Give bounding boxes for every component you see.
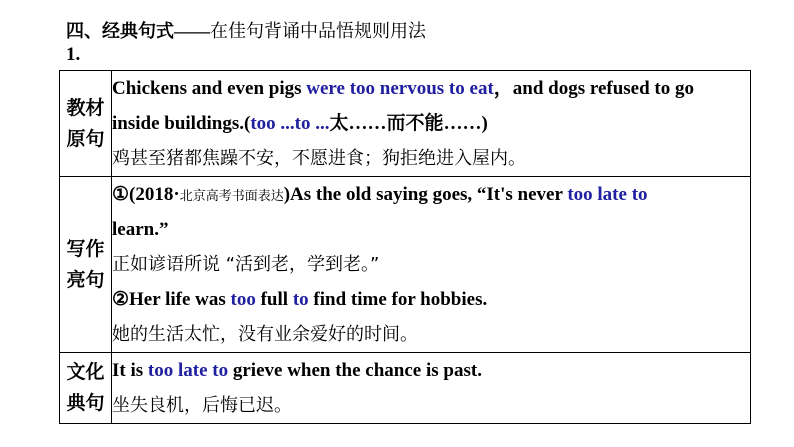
table-row-textbook xyxy=(60,71,751,177)
sentence-text: Chickens and even pigs xyxy=(112,78,307,99)
sentence-line: learn.” xyxy=(112,219,169,240)
sentence-text: ，and dogs refused to go xyxy=(493,78,695,99)
sentence-text: find time for hobbies. xyxy=(308,289,488,310)
row-label-line: 原句 xyxy=(66,127,105,150)
sentence-line xyxy=(112,282,750,317)
highlight-phrase: too ...to ... xyxy=(250,113,330,134)
sentence-text: ②Her life was xyxy=(112,289,231,310)
sentence-text: It is xyxy=(112,360,148,381)
section-heading-main: 四、经典句式 xyxy=(66,21,174,42)
row-label-culture xyxy=(60,353,112,424)
highlight-phrase: were too nervous to eat xyxy=(306,78,494,99)
sentence-table xyxy=(59,70,751,424)
row-label-line: 典句 xyxy=(66,392,105,414)
sentence-line xyxy=(112,106,750,141)
row-label-line: 文化 xyxy=(66,361,105,383)
translation-line: 坐失良机，后悔已迟。 xyxy=(112,395,292,416)
sentence-line xyxy=(112,353,750,388)
sentence-text: 太……而不能……) xyxy=(329,113,488,134)
table-row-culture xyxy=(60,353,751,424)
sentence-text: )As the old saying goes, “It's never xyxy=(283,184,568,205)
translation-line: 正如谚语所说 “活到老，学到老。” xyxy=(112,254,380,275)
row-content-textbook xyxy=(112,71,751,177)
highlight-phrase: too late to xyxy=(567,184,648,205)
highlight-phrase: too xyxy=(230,289,256,310)
sentence-line xyxy=(112,177,750,212)
row-content-culture xyxy=(112,353,751,424)
source-label: 北京高考书面表达 xyxy=(179,189,284,204)
translation-line: 她的生活太忙，没有业余爱好的时间。 xyxy=(112,324,418,345)
highlight-phrase: too late to xyxy=(147,360,229,381)
sentence-text: grieve when the chance is past. xyxy=(228,360,482,381)
section-heading-dash: —— xyxy=(174,21,210,41)
table-row-writing xyxy=(60,177,751,353)
sentence-text: ①(2018· xyxy=(112,184,180,205)
highlight-phrase: to xyxy=(292,289,309,310)
sentence-text: full xyxy=(255,289,293,310)
row-label-textbook xyxy=(60,71,112,177)
row-label-line: 教材 xyxy=(66,96,105,119)
item-number: 1. xyxy=(66,44,81,65)
row-label-writing xyxy=(60,177,112,353)
sentence-line xyxy=(112,71,750,106)
sentence-text: inside buildings.( xyxy=(112,113,251,134)
row-label-line: 写作 xyxy=(66,237,105,260)
translation-line: 鸡甚至猪都焦躁不安，不愿进食；狗拒绝进入屋内。 xyxy=(112,148,526,169)
section-heading xyxy=(66,19,426,44)
section-heading-sub: 在佳句背诵中品悟规则用法 xyxy=(210,21,426,42)
row-content-writing xyxy=(112,177,751,353)
row-label-line: 亮句 xyxy=(66,268,105,291)
